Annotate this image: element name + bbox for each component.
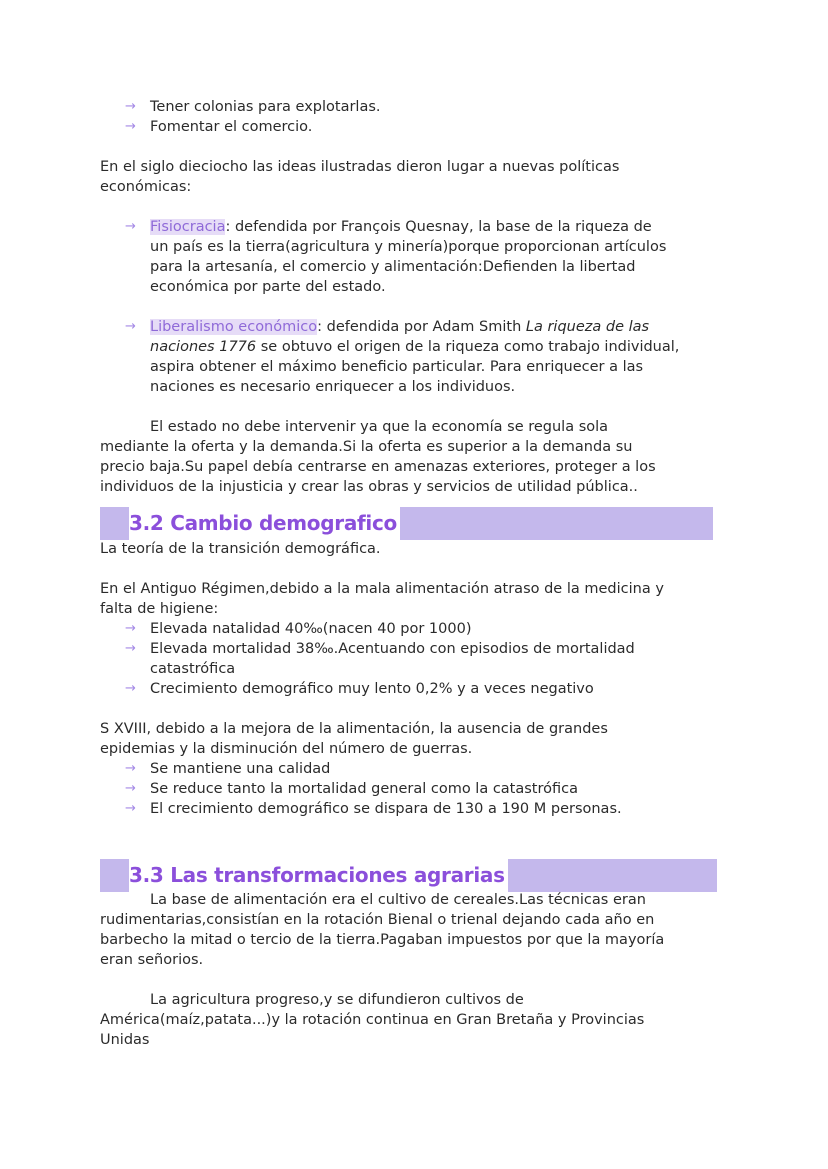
arrow-icon: → [125, 641, 136, 656]
list-item: → Elevada natalidad 40‰(nacen 40 por 1000) [125, 621, 472, 637]
agrarian-paragraph-2: La agricultura progreso,y se difundieron cultivos de América(maíz,patata...)y la rotación continua en Gran Bretaña y Provincias Unidas [100, 992, 645, 1048]
list-item: → Elevada mortalidad 38‰.Acentuando con episodios de mortalidad catastrófica [125, 641, 635, 677]
state-paragraph: El estado no debe intervenir ya que la economía se regula sola mediante la oferta y la demanda.Si la oferta es superior a la demanda su precio baja.Su papel debía centrarse en amenazas exteriores, proteger a los individuos de la injusticia y crear las obras y servicios de utilidad pública.. [100, 419, 656, 495]
arrow-icon: → [125, 99, 136, 114]
list-item: → Se reduce tanto la mortalidad general como la catastrófica [125, 781, 578, 797]
term-highlight: Liberalismo económico [150, 319, 318, 335]
arrow-icon: → [125, 219, 136, 234]
term-highlight: Fisiocracia [150, 219, 226, 235]
section-heading-3-3 [100, 859, 717, 892]
xviii-paragraph: S XVIII, debido a la mejora de la alimentación, la ausencia de grandes epidemias y la disminución del número de guerras. [100, 721, 608, 757]
arrow-icon: → [125, 621, 136, 636]
xviii-list [100, 759, 725, 819]
document-page [100, 97, 725, 1050]
arrow-icon: → [125, 319, 136, 334]
old-regime-paragraph: En el Antiguo Régimen,debido a la mala alimentación atraso de la medicina y falta de higiene: [100, 581, 664, 617]
list-item-liberalismo: → Liberalismo económico: defendida por Adam Smith La riqueza de las naciones 1776 se obtuvo el origen de la riqueza como trabajo individual, aspira obtener el máximo beneficio particular. Para enriquecer a las naciones es necesario enriquecer a los individuos. [125, 319, 680, 395]
section-title: 3.2 Cambio demografico [129, 507, 400, 540]
arrow-icon: → [125, 781, 136, 796]
list-item: → El crecimiento demográfico se dispara de 130 a 190 M personas. [125, 801, 622, 817]
doctrine-list [100, 217, 725, 297]
section-heading-3-2 [100, 507, 713, 540]
old-regime-list [100, 619, 725, 699]
intro-list [100, 97, 725, 137]
list-item: → Se mantiene una calidad [125, 761, 331, 777]
list-item-fisiocracia: → Fisiocracia: defendida por François Quesnay, la base de la riqueza de un país es la tierra(agricultura y minería)porque proporcionan artículos para la artesanía, el comercio y alimentación:Defienden la libertad económica por parte del estado. [125, 219, 667, 295]
doctrine-list-2 [100, 317, 725, 397]
section-subtitle: La teoría de la transición demográfica. [100, 541, 381, 557]
arrow-icon: → [125, 801, 136, 816]
arrow-icon: → [125, 681, 136, 696]
list-item: → Crecimiento demográfico muy lento 0,2% y a veces negativo [125, 681, 594, 697]
arrow-icon: → [125, 119, 136, 134]
section-title: 3.3 Las transformaciones agrarias [129, 859, 508, 892]
arrow-icon: → [125, 761, 136, 776]
intro-paragraph: En el siglo dieciocho las ideas ilustradas dieron lugar a nuevas políticas económicas: [100, 159, 620, 195]
list-item: → Tener colonias para explotarlas. [125, 99, 381, 115]
agrarian-paragraph-1: La base de alimentación era el cultivo de cereales.Las técnicas eran rudimentarias,consistían en la rotación Bienal o trienal dejando cada año en barbecho la mitad o tercio de la tierra.Pagaban impuestos por que la mayoría eran señorios. [100, 892, 665, 968]
list-item: → Fomentar el comercio. [125, 119, 313, 135]
